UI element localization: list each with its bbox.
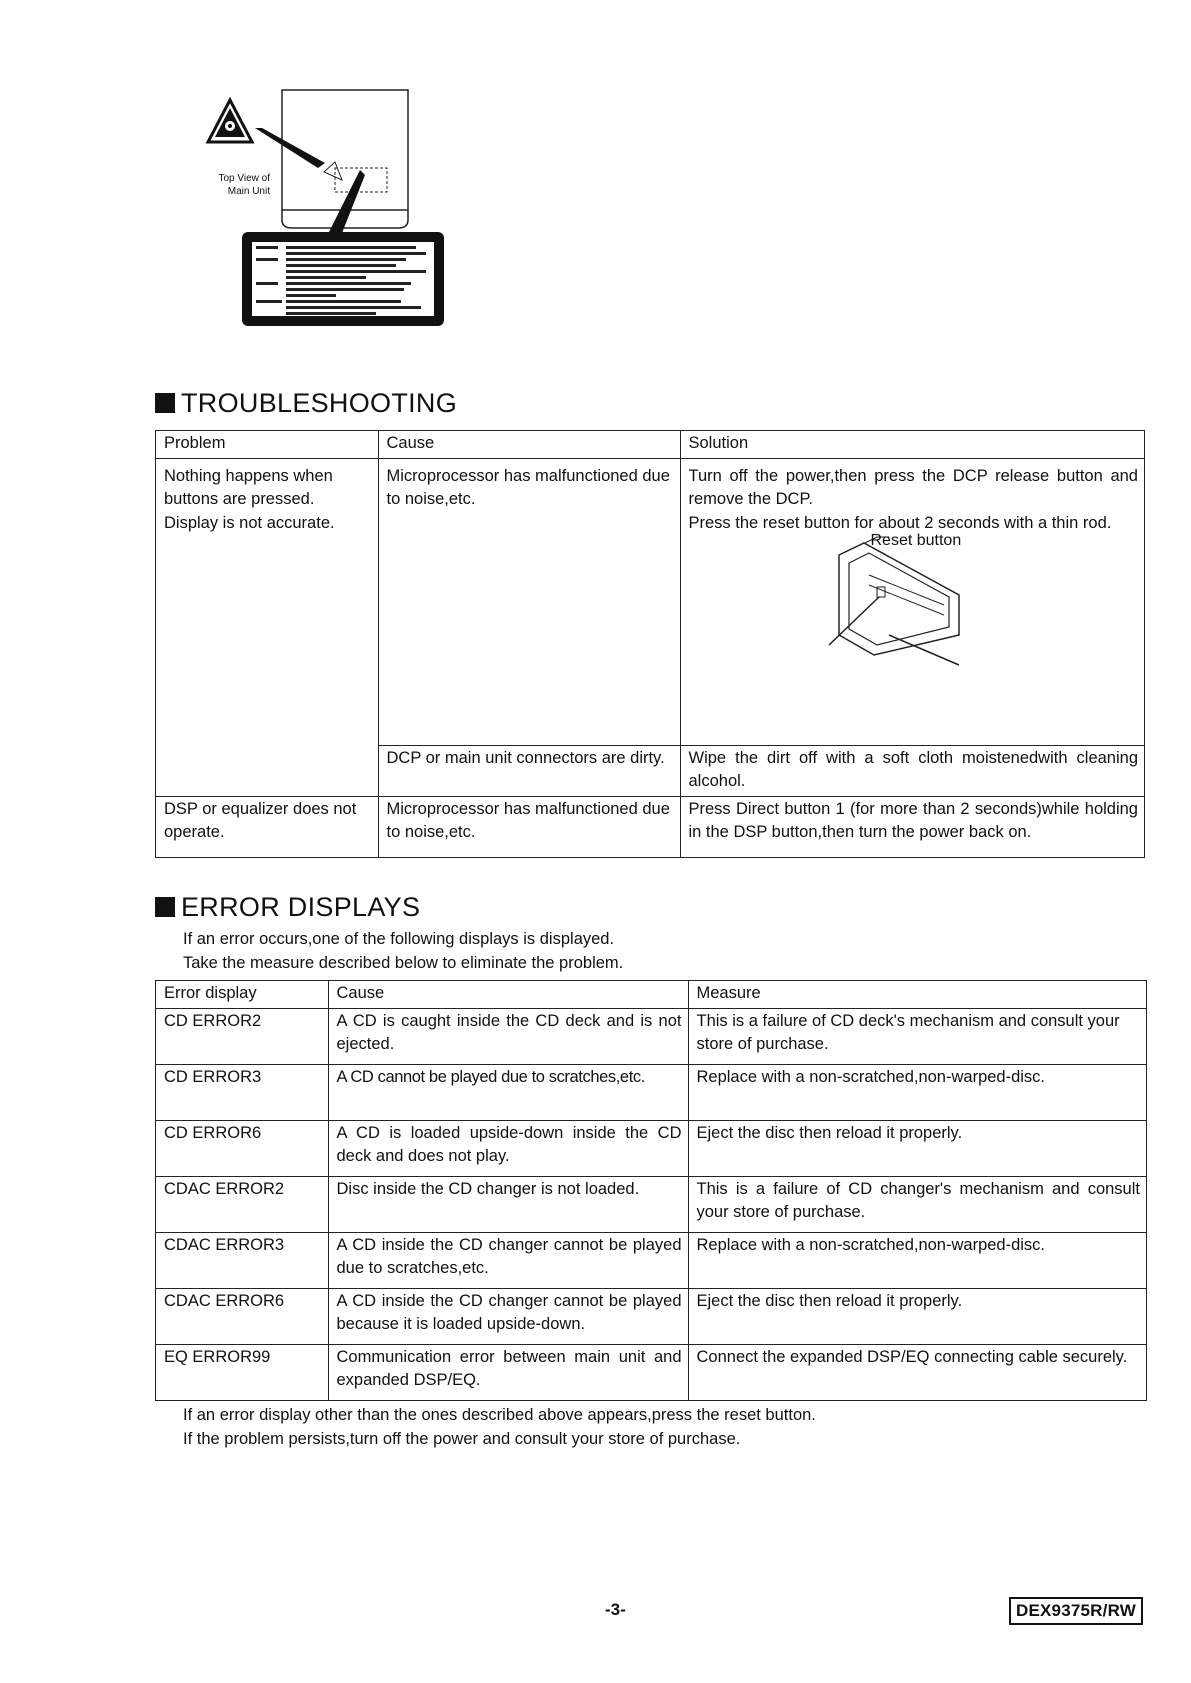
cause-cell: A CD is caught inside the CD deck and is not ejected. (328, 1008, 688, 1064)
cause-cell: A CD is loaded upside-down inside the CD deck and does not play. (328, 1120, 688, 1176)
error-code-cell: CD ERROR2 (156, 1008, 328, 1064)
laser-hazard-icon (208, 100, 252, 142)
reset-button-label: Reset button (870, 532, 962, 549)
footer-note-line2: If the problem persists,turn off the power and consult your store of purchase. (183, 1430, 741, 1448)
solution-text-1: Turn off the power,then press the DCP release button and remove the DCP. (688, 466, 1138, 508)
error-code-cell: EQ ERROR99 (156, 1344, 328, 1400)
laser-warning-figure (200, 80, 500, 360)
figure-caption-line1: Top View of (218, 173, 270, 184)
figure-caption-line2: Main Unit (227, 186, 270, 197)
problem-cell: DSP or equalizer does not operate. (156, 796, 378, 857)
error-footer-note (183, 1403, 816, 1451)
header-cause: Cause (378, 431, 680, 458)
error-displays-heading (155, 892, 420, 922)
solution-cell: Wipe the dirt off with a soft cloth moistenedwith cleaning alcohol. (680, 745, 1144, 796)
model-number: DEX9375R/RW (1009, 1597, 1143, 1625)
cause-cell: Microprocessor has malfunctioned due to noise,etc. (378, 458, 680, 745)
table-header-row (156, 981, 1146, 1008)
laser-warning-drawing (200, 80, 500, 360)
problem-cell: Nothing happens when buttons are pressed. Display is not accurate. (156, 458, 378, 796)
measure-cell: This is a failure of CD deck's mechanism and consult your store of purchase. (688, 1008, 1146, 1064)
error-intro-line2: Take the measure described below to eliminate the problem. (183, 954, 624, 972)
error-code-cell: CD ERROR3 (156, 1064, 328, 1120)
measure-cell: Eject the disc then reload it properly. (688, 1288, 1146, 1344)
error-intro-line1: If an error occurs,one of the following displays is displayed. (183, 930, 615, 948)
table-row (156, 796, 1144, 857)
troubleshooting-heading-text: TROUBLESHOOTING (181, 388, 458, 418)
measure-cell: Connect the expanded DSP/EQ connecting cable securely. (696, 1347, 1128, 1366)
table-row (156, 1344, 1146, 1400)
table-row (156, 1120, 1146, 1176)
header-error-display: Error display (156, 981, 328, 1008)
table-row (156, 1064, 1146, 1120)
cause-cell: A CD inside the CD changer cannot be played because it is loaded upside-down. (328, 1288, 688, 1344)
table-header-row (156, 431, 1144, 458)
error-intro (183, 927, 623, 975)
measure-cell: Replace with a non-scratched,non-warped-disc. (688, 1064, 1146, 1120)
reset-button-drawing (819, 535, 1019, 695)
table-row (156, 458, 1144, 745)
figure-caption (200, 172, 270, 198)
table-row (156, 1288, 1146, 1344)
troubleshooting-heading (155, 388, 457, 418)
cause-cell: Disc inside the CD changer is not loaded. (328, 1176, 688, 1232)
page-number: -3- (605, 1600, 626, 1619)
cause-cell: A CD inside the CD changer cannot be played due to scratches,etc. (328, 1232, 688, 1288)
measure-cell: Eject the disc then reload it properly. (688, 1120, 1146, 1176)
cause-cell: A CD cannot be played due to scratches,etc. (328, 1064, 688, 1120)
error-code-cell: CD ERROR6 (156, 1120, 328, 1176)
solution-cell (680, 458, 1144, 745)
table-row (156, 1008, 1146, 1064)
heading-square-icon (155, 897, 175, 917)
header-cause: Cause (328, 981, 688, 1008)
header-problem: Problem (156, 431, 378, 458)
footer-note-line1: If an error display other than the ones described above appears,press the reset button. (183, 1406, 816, 1424)
header-measure: Measure (688, 981, 1146, 1008)
cause-cell: DCP or main unit connectors are dirty. (378, 745, 680, 796)
cause-cell: Microprocessor has malfunctioned due to noise,etc. (378, 796, 680, 857)
measure-cell: Replace with a non-scratched,non-warped-disc. (688, 1232, 1146, 1288)
solution-cell: Press Direct button 1 (for more than 2 seconds)while holding in the DSP button,then turn the power back on. (688, 799, 1138, 841)
error-code-cell: CDAC ERROR3 (156, 1232, 328, 1288)
troubleshooting-table (155, 430, 1145, 858)
measure-cell: This is a failure of CD changer's mechanism and consult your store of purchase. (688, 1176, 1146, 1232)
cause-cell: Communication error between main unit and expanded DSP/EQ. (328, 1344, 688, 1400)
table-row (156, 1176, 1146, 1232)
error-displays-table (155, 980, 1147, 1401)
header-solution: Solution (680, 431, 1144, 458)
error-code-cell: CDAC ERROR2 (156, 1176, 328, 1232)
heading-square-icon (155, 393, 175, 413)
solution-text-2: Press the reset button for about 2 seconds with a thin rod. (688, 513, 1112, 532)
table-row (156, 1232, 1146, 1288)
error-displays-heading-text: ERROR DISPLAYS (181, 892, 421, 922)
reset-button-figure (689, 532, 1139, 695)
error-code-cell: CDAC ERROR6 (156, 1288, 328, 1344)
